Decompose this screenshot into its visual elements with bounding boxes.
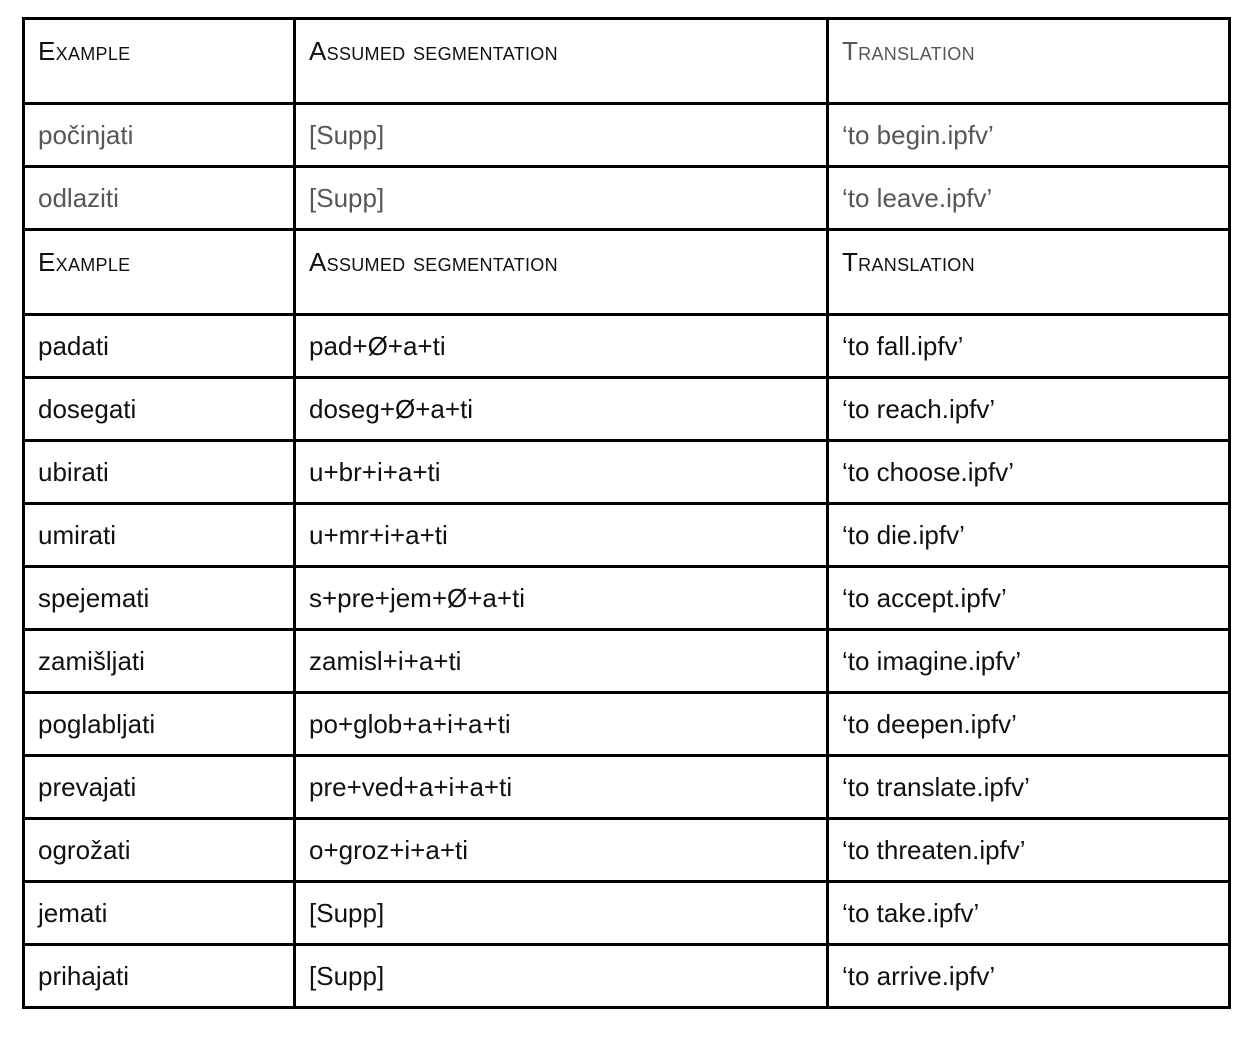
cell-translation: ‘to threaten.ipfv’ [828,819,1230,882]
cell-translation: ‘to imagine.ipfv’ [828,630,1230,693]
cell-example: spejemati [24,567,295,630]
table-row [24,441,1230,504]
cell-translation: ‘to fall.ipfv’ [828,315,1230,378]
cell-translation: ‘to leave.ipfv’ [828,167,1230,230]
cell-translation: ‘to translate.ipfv’ [828,756,1230,819]
cell-segmentation: pre+ved+a+i+a+ti [295,756,828,819]
cell-translation: ‘to arrive.ipfv’ [828,945,1230,1008]
cell-example: zamišljati [24,630,295,693]
cell-translation: ‘to take.ipfv’ [828,882,1230,945]
col-header-segmentation: Assumed segmentation [295,19,828,104]
table-row [24,945,1230,1008]
col-header-segmentation: Assumed segmentation [295,230,828,315]
col-header-example: Example [24,19,295,104]
cell-example: odlaziti [24,167,295,230]
cell-segmentation: zamisl+i+a+ti [295,630,828,693]
table-row [24,756,1230,819]
col-header-translation: Translation [828,19,1230,104]
table-row [24,693,1230,756]
table-row [24,882,1230,945]
table-row [24,104,1230,167]
cell-example: ubirati [24,441,295,504]
cell-example: dosegati [24,378,295,441]
cell-example: ogrožati [24,819,295,882]
cell-example: počinjati [24,104,295,167]
table-row [24,567,1230,630]
segmentation-table [22,17,1231,1009]
table-row [24,167,1230,230]
cell-example: prihajati [24,945,295,1008]
table-row [24,630,1230,693]
cell-segmentation: [Supp] [295,104,828,167]
cell-segmentation: pad+Ø+a+ti [295,315,828,378]
cell-segmentation: [Supp] [295,882,828,945]
cell-translation: ‘to deepen.ipfv’ [828,693,1230,756]
cell-segmentation: po+glob+a+i+a+ti [295,693,828,756]
cell-translation: ‘to choose.ipfv’ [828,441,1230,504]
cell-segmentation: u+mr+i+a+ti [295,504,828,567]
table-row [24,315,1230,378]
cell-example: umirati [24,504,295,567]
cell-example: prevajati [24,756,295,819]
cell-segmentation: s+pre+jem+Ø+a+ti [295,567,828,630]
col-header-example: Example [24,230,295,315]
cell-segmentation: [Supp] [295,167,828,230]
table-row [24,819,1230,882]
cell-translation: ‘to reach.ipfv’ [828,378,1230,441]
cell-translation: ‘to begin.ipfv’ [828,104,1230,167]
table-row [24,378,1230,441]
cell-translation: ‘to die.ipfv’ [828,504,1230,567]
header-row [24,230,1230,315]
cell-translation: ‘to accept.ipfv’ [828,567,1230,630]
col-header-translation: Translation [828,230,1230,315]
table-row [24,504,1230,567]
cell-example: poglabljati [24,693,295,756]
cell-segmentation: u+br+i+a+ti [295,441,828,504]
cell-segmentation: [Supp] [295,945,828,1008]
cell-example: jemati [24,882,295,945]
cell-segmentation: o+groz+i+a+ti [295,819,828,882]
cell-example: padati [24,315,295,378]
header-row [24,19,1230,104]
cell-segmentation: doseg+Ø+a+ti [295,378,828,441]
